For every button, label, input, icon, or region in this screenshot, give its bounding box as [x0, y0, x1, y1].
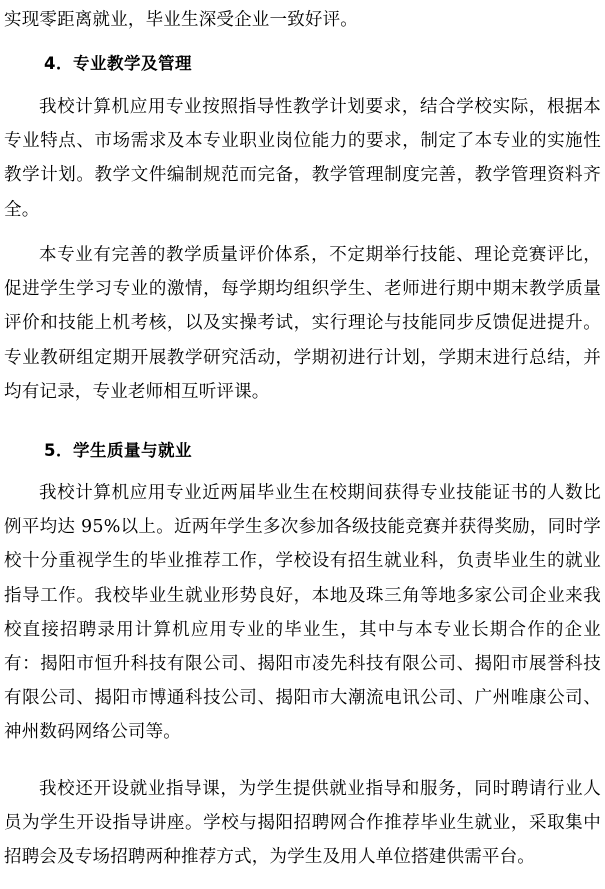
paragraph-quality-evaluation: 本专业有完善的教学质量评价体系，不定期举行技能、理论竞赛评比，促进学生学习专业的激情，每学期均组织学生、老师进行期中期末教学质量评价和技能上机考核，以及实操考试，实行理论与技能同步反馈促进提升。专业教研组定期开展教学研究活动，学期初进行计划，学期末进行总结，并均有记录，专业老师相互听评课。 [4, 245, 601, 402]
section-heading-teaching-management: 4．专业教学及管理 [44, 54, 192, 73]
section-heading-student-quality: 5．学生质量与就业 [44, 441, 192, 460]
paragraph-intro-continuation: 实现零距离就业，毕业生深受企业一致好评。 [4, 10, 358, 30]
paragraph-employment: 我校计算机应用专业近两届毕业生在校期间获得专业技能证书的人数比例平均达 95%以上。近两年学生多次参加各级技能竞赛并获得奖励，同时学校十分重视学生的毕业推荐工作，学校设有招生就业科，负责毕业生的就业指导工作。我校毕业生就业形势良好，本地及珠三角等地多家公司企业来我校直接招聘录用计算机应用专业的毕业生，其中与本专业长期合作的企业有：揭阳市恒升科技有限公司、揭阳市凌先科技有限公司、揭阳市展誉科技有限公司、揭阳市博通科技公司、揭阳市大潮流电讯公司、广州唯康公司、神州数码网络公司等。 [4, 483, 601, 743]
paragraph-career-guidance: 我校还开设就业指导课，为学生提供就业指导和服务，同时聘请行业人员为学生开设指导讲座。学校与揭阳招聘网合作推荐毕业生就业，采取集中招聘会及专场招聘两种推荐方式，为学生及用人单位搭建供需平台。 [4, 779, 601, 868]
paragraph-teaching-plan: 我校计算机应用专业按照指导性教学计划要求，结合学校实际，根据本专业特点、市场需求及本专业职业岗位能力的要求，制定了本专业的实施性教学计划。教学文件编制规范而完备，教学管理制度完善，教学管理资料齐全。 [4, 97, 601, 220]
